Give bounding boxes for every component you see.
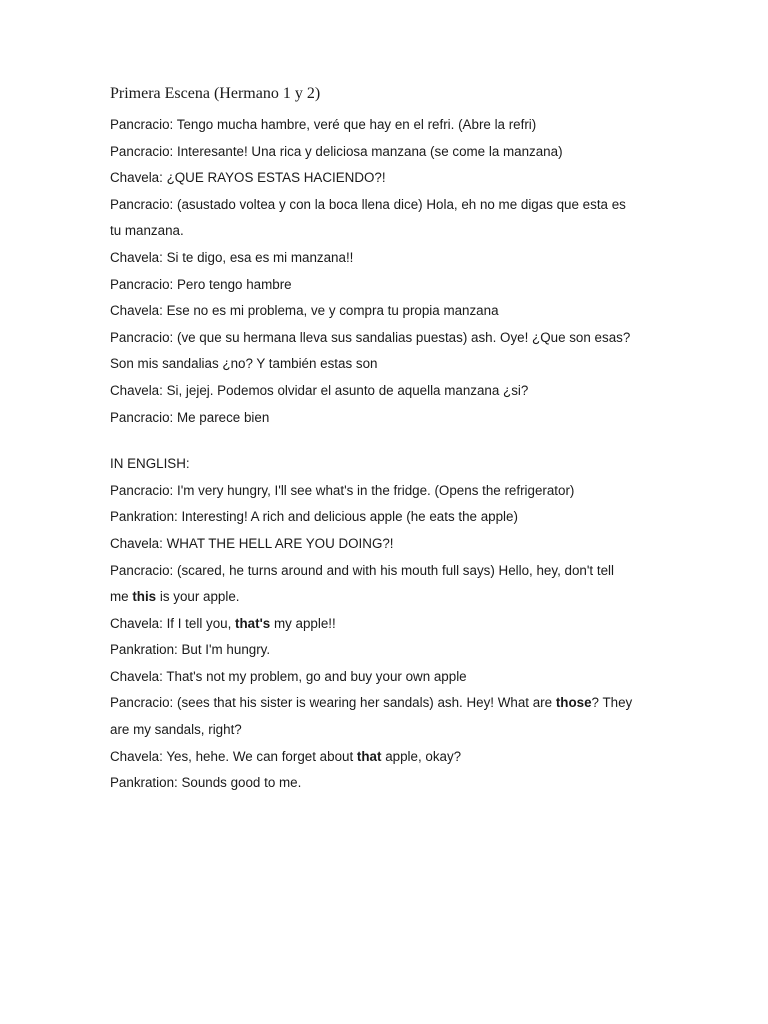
dialogue-line: Pancracio: Tengo mucha hambre, veré que hay en el refri. (Abre la refri) (110, 117, 537, 132)
line-text: apple, okay? (381, 748, 462, 764)
dialogue-line: Pancracio: I'm very hungry, I'll see what's in the fridge. (Opens the refrigerator) (110, 482, 575, 498)
dialogue-line: Chavela: Si, jejej. Podemos olvidar el asunto de aquella manzana ¿si? (110, 382, 529, 398)
dialogue-line: Pancracio: Pero tengo hambre (110, 276, 292, 292)
spanish-dialogue (110, 112, 670, 431)
dialogue-line: are my sandals, right? (110, 722, 242, 738)
line-text: Pancracio: (sees that his sister is wearing her sandals) ash. Hey! What are (110, 695, 556, 711)
dialogue-line (110, 584, 670, 611)
emphasis-text: that's (235, 615, 271, 631)
dialogue-line: Pankration: Sounds good to me. (110, 775, 302, 791)
emphasis-text: those (555, 695, 592, 711)
line-text: me (110, 589, 133, 605)
english-dialogue (110, 478, 670, 797)
scene-heading: Primera Escena (Hermano 1 y 2) (110, 85, 321, 102)
dialogue-line: Chavela: That's not my problem, go and buy your own apple (110, 668, 467, 684)
section-gap (110, 431, 670, 451)
line-text: my apple!! (270, 615, 336, 631)
dialogue-line: Son mis sandalias ¿no? Y también estas son (110, 356, 378, 372)
dialogue-line: Pankration: But I'm hungry. (110, 642, 271, 658)
emphasis-text: this (132, 589, 157, 605)
dialogue-line: Chavela: Ese no es mi problema, ve y compra tu propia manzana (110, 303, 499, 319)
dialogue-line: Pancracio: (ve que su hermana lleva sus sandalias puestas) ash. Oye! ¿Que son esas? (110, 329, 631, 345)
emphasis-text: that (356, 748, 382, 764)
dialogue-line: Pancracio: Interesante! Una rica y deliciosa manzana (se come la manzana) (110, 143, 563, 159)
dialogue-line: Pancracio: Me parece bien (110, 409, 270, 425)
line-text: ? They (591, 695, 633, 711)
dialogue-line: tu manzana. (110, 223, 184, 239)
dialogue-line (110, 690, 670, 717)
dialogue-line: Chavela: WHAT THE HELL ARE YOU DOING?! (110, 535, 394, 551)
line-text: Chavela: If I tell you, (110, 615, 236, 631)
line-text: Chavela: Yes, hehe. We can forget about (110, 748, 357, 764)
document-page (110, 84, 670, 797)
dialogue-line (110, 611, 670, 638)
english-heading: IN ENGLISH: (110, 456, 190, 472)
dialogue-line: Pancracio: (asustado voltea y con la boca llena dice) Hola, eh no me digas que esta es (110, 196, 626, 212)
dialogue-line: Chavela: Si te digo, esa es mi manzana!! (110, 249, 354, 265)
dialogue-line: Pancracio: (scared, he turns around and with his mouth full says) Hello, hey, don't tell (110, 562, 614, 578)
dialogue-line: Pankration: Interesting! A rich and delicious apple (he eats the apple) (110, 509, 518, 525)
dialogue-line: Chavela: ¿QUE RAYOS ESTAS HACIENDO?! (110, 170, 386, 186)
dialogue-line (110, 744, 670, 771)
line-text: is your apple. (156, 589, 240, 605)
